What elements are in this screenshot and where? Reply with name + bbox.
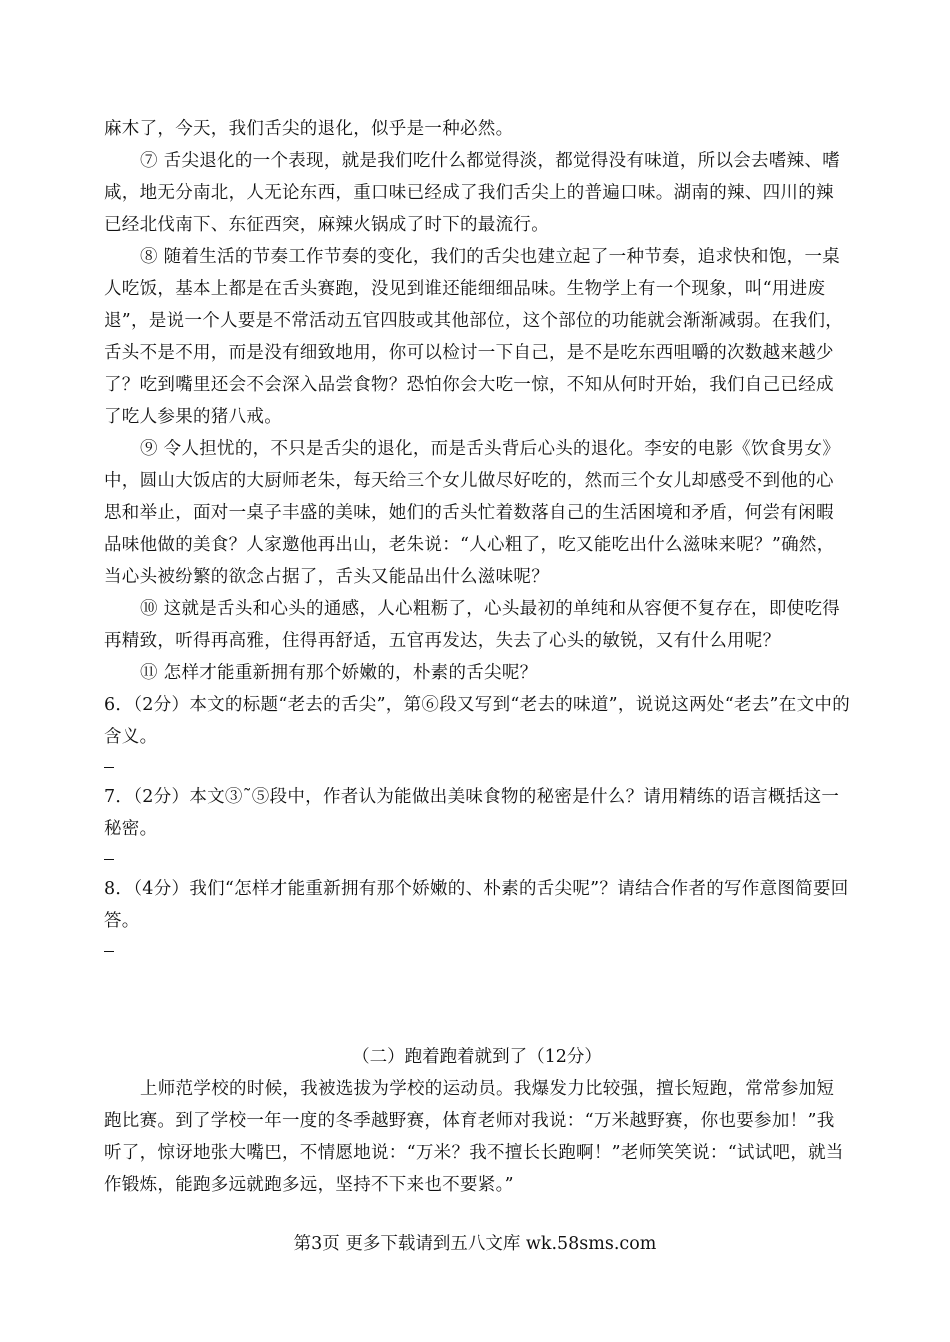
- passage-paragraph-7: ⑦ 舌尖退化的一个表现，就是我们吃什么都觉得淡，都觉得没有味道，所以会去嗜辣、嗜咸，地无分南北，人无论东西，重口味已经成了我们舌尖上的普遍口味。湖南的辣、四川的辣已经北伐南下、东征西突，麻辣火锅成了时下的最流行。: [104, 151, 841, 235]
- question-6: 6．（2分）本文的标题“老去的舌尖”，第⑥段又写到“老去的味道”，说说这两处“老去”在文中的含义。: [104, 695, 850, 747]
- answer-blank-7[interactable]: [104, 845, 850, 873]
- question-8: 8．（4分）我们“怎样才能重新拥有那个娇嫩的、朴素的舌尖呢”？请结合作者的写作意图简要回答。: [104, 879, 849, 931]
- passage-paragraph-9: ⑨ 令人担忧的，不只是舌尖的退化，而是舌头背后心头的退化。李安的电影《饮食男女》中，圆山大饭店的大厨师老朱，每天给三个女儿做尽好吃的，然而三个女儿却感受不到他的心思和举止，面对一桌子丰盛的美味，她们的舌头忙着数落自己的生活困境和矛盾，何尝有闲暇品味他做的美食？人家邀他再出山，老朱说：“人心粗了，吃又能吃出什么滋味来呢？”确然，当心头被纷繁的欲念占据了，舌头又能品出什么滋味呢？: [104, 439, 841, 587]
- answer-blank-6[interactable]: [104, 753, 850, 781]
- passage-paragraph-8: ⑧ 随着生活的节奏工作节奏的变化，我们的舌尖也建立起了一种节奏，追求快和饱，一桌人吃饭，基本上都是在舌头赛跑，没见到谁还能细细品味。生物学上有一个现象，叫“用进废退”，是说一个人要是不常活动五官四肢或其他部位，这个部位的功能就会渐渐减弱。在我们，舌头不是不用，而是没有细致地用，你可以检讨一下自己，是不是吃东西咀嚼的次数越来越少了？吃到嘴里还会不会深入品尝食物？恐怕你会大吃一惊，不知从何时开始，我们自己已经成了吃人参果的猪八戒。: [104, 247, 844, 427]
- answer-blank-8[interactable]: [104, 937, 850, 965]
- page-footer: 第3页 更多下载请到五八文库 wk.58sms.com: [293, 1234, 657, 1254]
- passage-paragraph-continued: 麻木了，今天，我们舌尖的退化，似乎是一种必然。: [104, 119, 514, 139]
- story-passage: [104, 1073, 850, 1201]
- passage-paragraph-11: ⑪ 怎样才能重新拥有那个娇嫩的，朴素的舌尖呢？: [140, 663, 538, 683]
- passage-paragraph-10: ⑩ 这就是舌头和心头的通感，人心粗粝了，心头最初的单纯和从容便不复存在，即使吃得再精致，听得再高雅，住得再舒适，五官再发达，失去了心头的敏锐，又有什么用呢？: [104, 599, 841, 651]
- section-title: （二）跑着跑着就到了（12分）: [352, 1047, 602, 1067]
- question-7: 7．（2分）本文③˜⑤段中，作者认为能做出美味食物的秘密是什么？请用精练的语言概括这一秘密。: [104, 787, 840, 839]
- story-paragraph-1: 上师范学校的时候，我被选拔为学校的运动员。我爆发力比较强，擅长短跑，常常参加短跑比赛。到了学校一年一度的冬季越野赛，体育老师对我说：“万米越野赛，你也要参加！”我听了，惊讶地张大嘴巴，不情愿地说：“万米？我不擅长长跑啊！”老师笑笑说：“试试吧，就当作锻炼，能跑多远就跑多远，坚持不下来也不要紧。”: [104, 1079, 844, 1195]
- reading-passage: [104, 113, 850, 965]
